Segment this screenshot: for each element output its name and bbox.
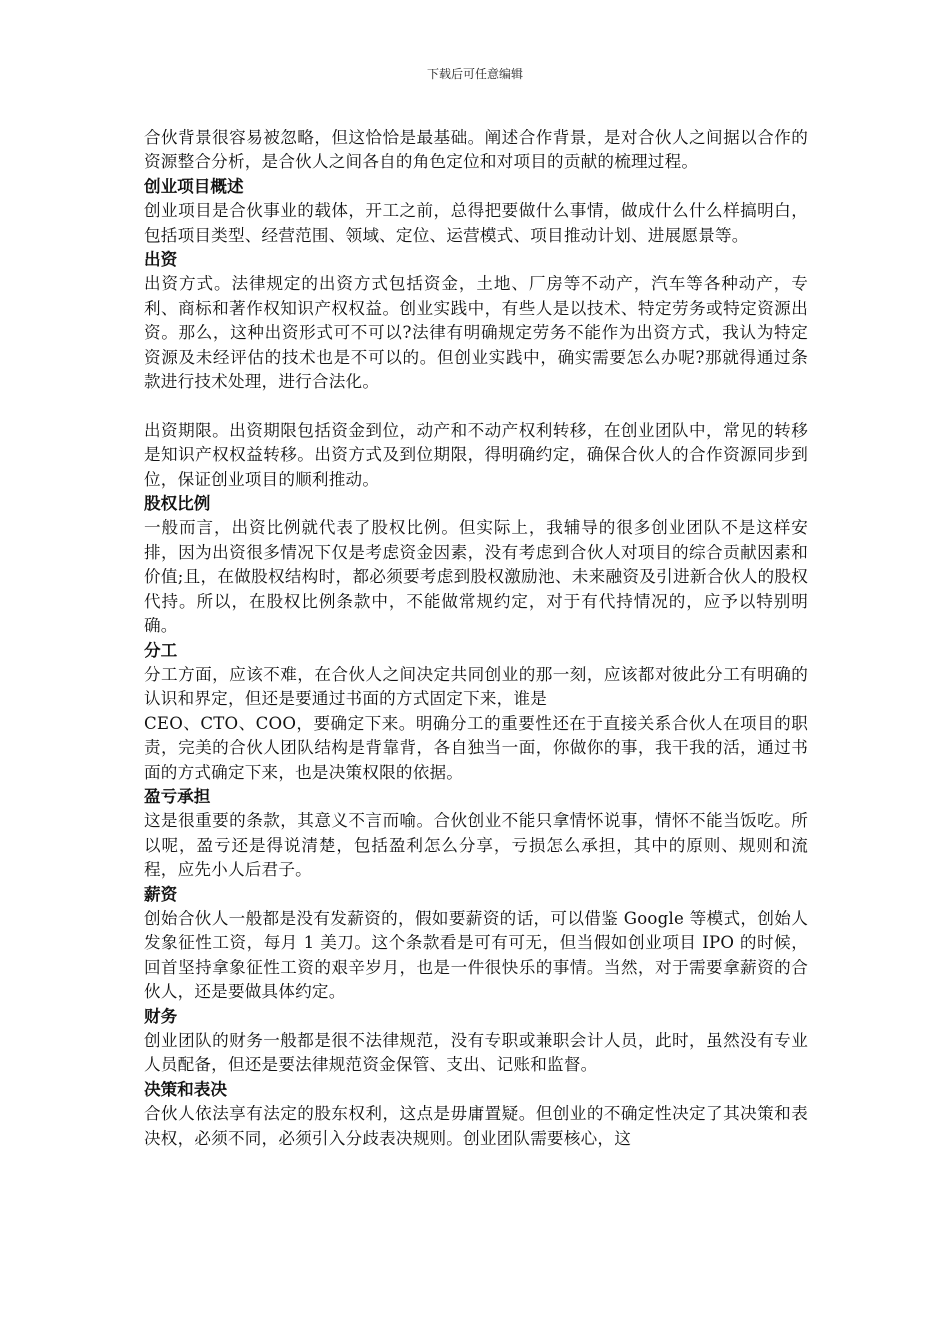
contribution-method-paragraph: 出资方式。法律规定的出资方式包括资金，土地、厂房等不动产，汽车等各种动产，专利、商标和著作权知识产权权益。创业实践中，有些人是以技术、特定劳务或特定资源出资。那么，这种出资形式可不可以?法律有明确规定劳务不能作为出资方式，我认为特定资源及未经评估的技术也是不可以的。但创业实践中，确实需要怎么办呢?那就得通过条款进行技术处理，进行合法化。 (144, 274, 808, 392)
salary-paragraph: 创始合伙人一般都是没有发薪资的，假如要薪资的话，可以借鉴 Google 等模式，创始人发象征性工资，每月 1 美刀。这个条款看是可有可无，但当假如创业项目 IPO 的时候，回首坚持拿象征性工资的艰辛岁月，也是一件很快乐的事情。当然，对于需要拿薪资的合伙人，还是要做具体约定。 (144, 908, 808, 1002)
intro-paragraph: 合伙背景很容易被忽略，但这恰恰是最基础。阐述合作背景，是对合伙人之间据以合作的资源整合分析，是合伙人之间各自的角色定位和对项目的贡献的梳理过程。 (144, 128, 808, 172)
contribution-term-paragraph: 出资期限。出资期限包括资金到位，动产和不动产权利转移，在创业团队中，常见的转移是知识产权权益转移。出资方式及到位期限，得明确约定，确保合伙人的合作资源同步到位，保证创业项目的顺利推动。 (144, 420, 808, 489)
section-heading-division-of-labor: 分工 (144, 640, 178, 660)
section-heading-decision-voting: 决策和表决 (144, 1079, 227, 1099)
division-of-labor-paragraph-part1: 分工方面，应该不难，在合伙人之间决定共同创业的那一刻，应该都对彼此分工有明确的认识和界定，但还是要通过书面的方式固定下来，谁是 (144, 664, 808, 709)
project-overview-paragraph: 创业项目是合伙事业的载体，开工之前，总得把要做什么事情，做成什么什么样搞明白，包括项目类型、经营范围、领域、定位、运营模式、项目推动计划、进展愿景等。 (144, 201, 808, 245)
equity-ratio-paragraph: 一般而言，出资比例就代表了股权比例。但实际上，我辅导的很多创业团队不是这样安排，因为出资很多情况下仅是考虑资金因素，没有考虑到合伙人对项目的综合贡献因素和价值;且，在做股权结构时，都必须要考虑到股权激励池、未来融资及引进新合伙人的股权代持。所以，在股权比例条款中，不能做常规约定，对于有代持情况的，应予以特别明确。 (144, 518, 808, 636)
paragraph-spacer (144, 394, 808, 418)
section-heading-project-overview: 创业项目概述 (144, 176, 244, 196)
page-header-note: 下载后可任意编辑 (426, 67, 523, 81)
finance-paragraph: 创业团队的财务一般都是很不法律规范，没有专职或兼职会计人员，此时，虽然没有专业人员配备，但还是要法律规范资金保管、支出、记账和监督。 (144, 1031, 808, 1075)
profit-loss-paragraph: 这是很重要的条款，其意义不言而喻。合伙创业不能只拿情怀说事，情怀不能当饭吃。所以呢，盈亏还是得说清楚，包括盈利怎么分享，亏损怎么承担，其中的原则、规则和流程，应先小人后君子。 (144, 811, 808, 880)
section-heading-finance: 财务 (144, 1006, 178, 1026)
section-heading-salary: 薪资 (144, 884, 178, 904)
division-of-labor-paragraph-part2: CEO、CTO、COO，要确定下来。明确分工的重要性还在于直接关系合伙人在项目的职责，完美的合伙人团队结构是背靠背，各自独当一面，你做你的事，我干我的活，通过书面的方式确定下来，也是决策权限的依据。 (144, 713, 808, 782)
section-heading-equity-ratio: 股权比例 (144, 494, 211, 514)
section-heading-capital-contribution: 出资 (144, 250, 178, 270)
document-body (144, 126, 808, 1151)
section-heading-profit-loss: 盈亏承担 (144, 786, 211, 806)
decision-voting-paragraph: 合伙人依法享有法定的股东权利，这点是毋庸置疑。但创业的不确定性决定了其决策和表决权，必须不同，必须引入分歧表决规则。创业团队需要核心，这 (144, 1104, 808, 1148)
